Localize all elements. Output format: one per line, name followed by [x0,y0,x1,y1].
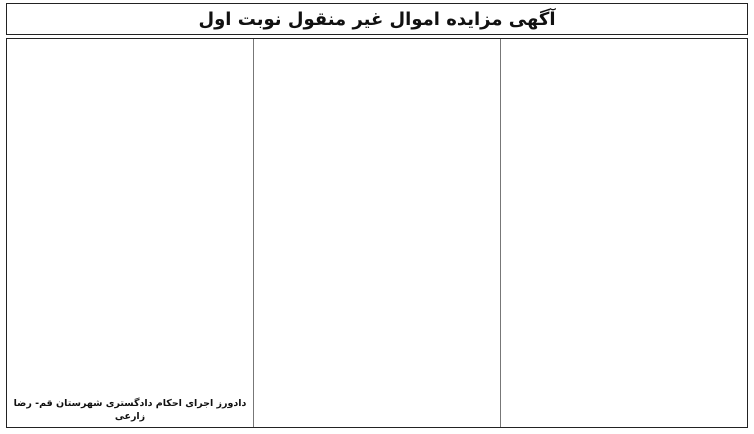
ad-body-frame [6,38,748,428]
ad-title: آگهی مزایده اموال غیر منقول نوبت اول [198,8,556,30]
ad-column-left [7,39,254,427]
title-box [6,3,748,35]
ad-column-right [501,39,747,427]
ad-column-middle [254,39,501,427]
signature-line: دادورز اجرای احکام دادگستری شهرستان قم- رضا زارعی [13,398,247,422]
